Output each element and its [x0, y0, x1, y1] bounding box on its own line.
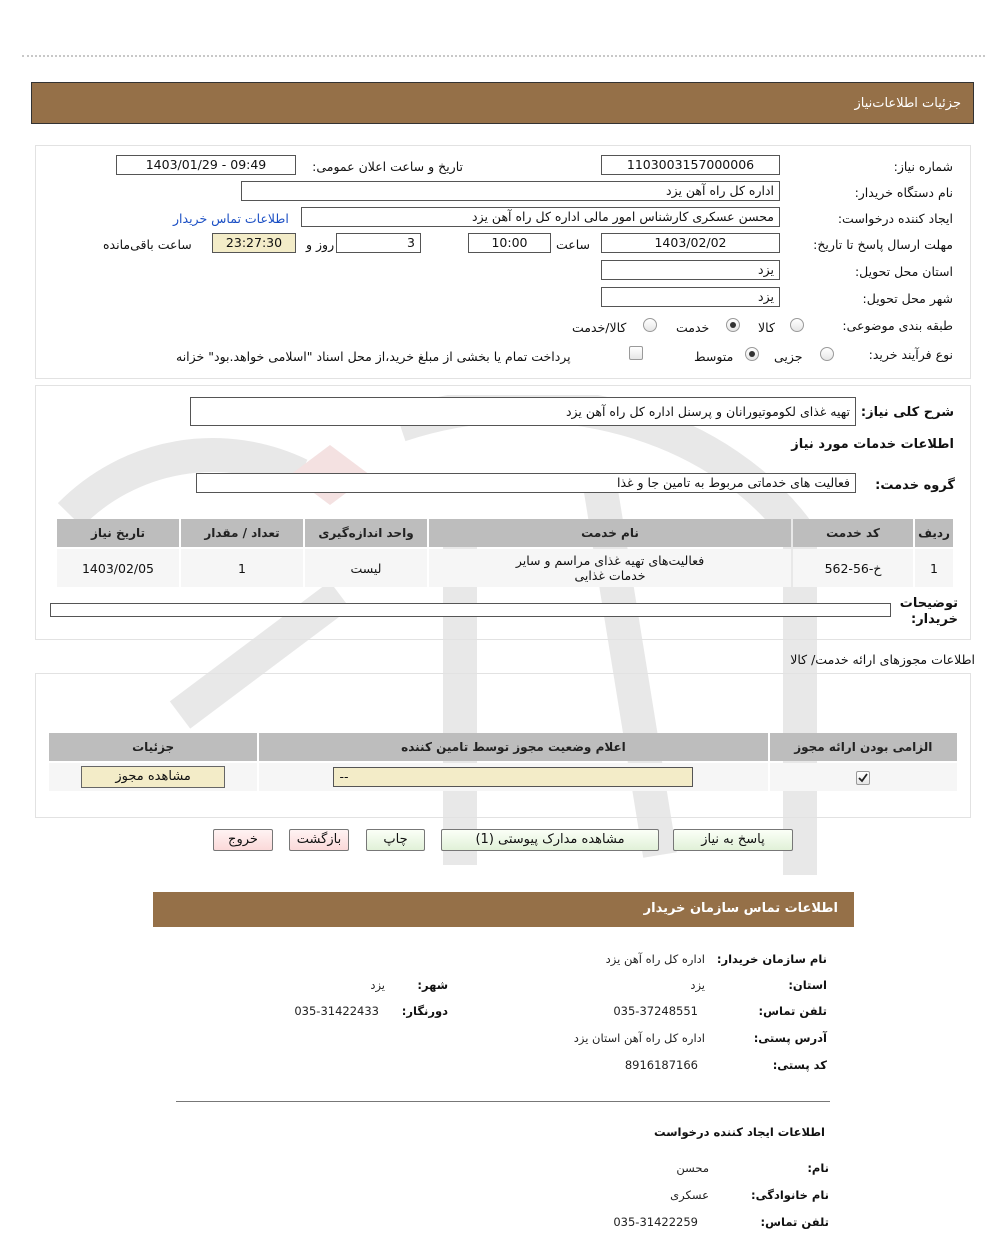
print-button[interactable]: چاپ: [366, 829, 425, 851]
contact-postal-label: کد پستی:: [772, 1058, 827, 1072]
col-permit-required: الزامی بودن ارائه مجوز: [770, 733, 957, 761]
cell-row: 1: [915, 549, 953, 587]
view-permit-button[interactable]: مشاهده مجوز: [81, 766, 225, 788]
process-radio-medium[interactable]: [745, 347, 759, 361]
col-unit: واحد اندازه‌گیری: [305, 519, 427, 547]
category-option-goods-service: کالا/خدمت: [572, 320, 627, 335]
buyer-field: اداره کل راه آهن یزد: [241, 181, 780, 201]
contact-city-value: یزد: [370, 978, 385, 992]
category-radio-goods[interactable]: [790, 318, 804, 332]
treasury-payment-checkbox[interactable]: [629, 346, 643, 360]
province-field: یزد: [601, 260, 780, 280]
page-header: [31, 82, 974, 124]
creator-info-heading: اطلاعات ایجاد کننده درخواست: [654, 1125, 825, 1139]
category-option-service: خدمت: [676, 320, 710, 335]
summary-label: شرح کلی نیاز:: [860, 405, 954, 420]
col-row: ردیف: [915, 519, 953, 547]
category-label: طبقه بندی موضوعی:: [842, 318, 953, 333]
deadline-date-field: 1403/02/02: [601, 233, 780, 253]
permits-table: [47, 731, 959, 793]
province-label: استان محل تحویل:: [854, 264, 953, 279]
contact-fax-value: 035-31422433: [294, 1004, 379, 1018]
col-quantity: تعداد / مقدار: [181, 519, 303, 547]
back-button[interactable]: بازگشت: [289, 829, 349, 851]
remaining-time-field: 23:27:30: [212, 233, 296, 253]
buyer-notes-label: توضیحات خریدار:: [899, 596, 958, 627]
cell-permit-required: [770, 763, 957, 791]
reply-button[interactable]: پاسخ به نیاز: [673, 829, 793, 851]
creator-last-value: عسکری: [670, 1188, 709, 1202]
days-field: 3: [336, 233, 421, 253]
creator-field: محسن عسکری کارشناس امور مالی اداره کل راه آهن یزد: [301, 207, 780, 227]
contact-address-value: اداره کل راه آهن استان یزد: [573, 1031, 705, 1045]
cell-unit: لیست: [305, 549, 427, 587]
creator-phone-value: 035-31422259: [613, 1215, 698, 1229]
days-label: روز و: [306, 237, 335, 252]
cell-quantity: 1: [181, 549, 303, 587]
col-service-name: نام خدمت: [429, 519, 791, 547]
deadline-time-label: ساعت: [556, 237, 591, 252]
remaining-label: ساعت باقی‌مانده: [103, 237, 192, 252]
contact-divider: [176, 1101, 830, 1102]
cell-permit-status: [259, 763, 767, 791]
table-row: [57, 549, 953, 587]
process-option-minor: جزیی: [774, 349, 803, 364]
buyer-notes-field: [50, 603, 891, 617]
services-heading: اطلاعات خدمات مورد نیاز: [791, 437, 954, 452]
contact-province-value: یزد: [690, 978, 705, 992]
permit-required-checkbox[interactable]: [856, 771, 870, 785]
table-row: [49, 763, 957, 791]
creator-phone-label: تلفن تماس:: [760, 1215, 829, 1229]
contact-phone-label: تلفن تماس:: [758, 1004, 827, 1018]
page-title: جزئیات اطلاعات‌نیاز: [854, 96, 961, 111]
contact-header: [153, 892, 854, 927]
check-icon: [857, 772, 869, 784]
summary-field: تهیه غذای لکوموتیورانان و پرسنل اداره کل راه آهن یزد: [190, 397, 856, 426]
group-label: گروه خدمت:: [875, 478, 955, 493]
treasury-payment-note: پرداخت تمام یا بخشی از مبلغ خرید،از محل اسناد "اسلامی خواهد.بود" خزانه: [176, 349, 571, 364]
contact-city-label: شهر:: [417, 978, 448, 992]
cell-service-code: خ-56-562: [793, 549, 913, 587]
category-radio-service[interactable]: [726, 318, 740, 332]
buyer-contact-link[interactable]: اطلاعات تماس خریدار: [173, 211, 289, 226]
exit-button[interactable]: خروج: [213, 829, 273, 851]
contact-phone-value: 035-37248551: [613, 1004, 698, 1018]
col-permit-status: اعلام وضعیت مجوز توسط تامین کننده: [259, 733, 767, 761]
permits-heading: اطلاعات مجوزهای ارائه خدمت/ کالا: [790, 652, 975, 667]
contact-postal-value: 8916187166: [624, 1058, 698, 1072]
contact-org-label: نام سازمان خریدار:: [716, 952, 827, 966]
services-table: [55, 517, 955, 589]
contact-address-label: آدرس پستی:: [753, 1031, 827, 1045]
need-number-label: شماره نیاز:: [893, 159, 953, 174]
top-divider: [22, 55, 985, 57]
category-option-goods: کالا: [758, 320, 775, 335]
category-radio-goods-service[interactable]: [643, 318, 657, 332]
deadline-label: مهلت ارسال پاسخ تا تاریخ:: [813, 237, 953, 252]
process-option-medium: متوسط: [694, 349, 734, 364]
permit-status-field: --: [333, 767, 693, 787]
creator-label: ایجاد کننده درخواست:: [837, 211, 953, 226]
city-field: یزد: [601, 287, 780, 307]
creator-first-value: محسن: [676, 1161, 709, 1175]
deadline-time-field: 10:00: [468, 233, 551, 253]
buyer-label: نام دستگاه خریدار:: [854, 185, 953, 200]
process-radio-minor[interactable]: [820, 347, 834, 361]
attachments-button[interactable]: مشاهده مدارک پیوستی (1): [441, 829, 659, 851]
cell-service-name: فعالیت‌های تهیه غذای مراسم و سایر خدمات غذایی: [429, 549, 791, 587]
col-permit-details: جزئیات: [49, 733, 257, 761]
creator-first-label: نام:: [807, 1161, 829, 1175]
contact-fax-label: دورنگار:: [401, 1004, 448, 1018]
group-field: فعالیت های خدماتی مربوط به تامین جا و غذا: [196, 473, 856, 493]
col-service-code: کد خدمت: [793, 519, 913, 547]
contact-org-value: اداره کل راه آهن یزد: [605, 952, 705, 966]
cell-need-date: 1403/02/05: [57, 549, 179, 587]
creator-last-label: نام خانوادگی:: [751, 1188, 829, 1202]
process-label: نوع فرآیند خرید:: [868, 347, 953, 362]
contact-title: اطلاعات تماس سازمان خریدار: [643, 901, 838, 916]
announce-label: تاریخ و ساعت اعلان عمومی:: [312, 159, 463, 174]
need-number-field: 1103003157000006: [601, 155, 780, 175]
col-need-date: تاریخ نیاز: [57, 519, 179, 547]
cell-permit-view: [49, 763, 257, 791]
city-label: شهر محل تحویل:: [862, 291, 953, 306]
contact-province-label: استان:: [788, 978, 827, 992]
announce-field: 1403/01/29 - 09:49: [116, 155, 296, 175]
